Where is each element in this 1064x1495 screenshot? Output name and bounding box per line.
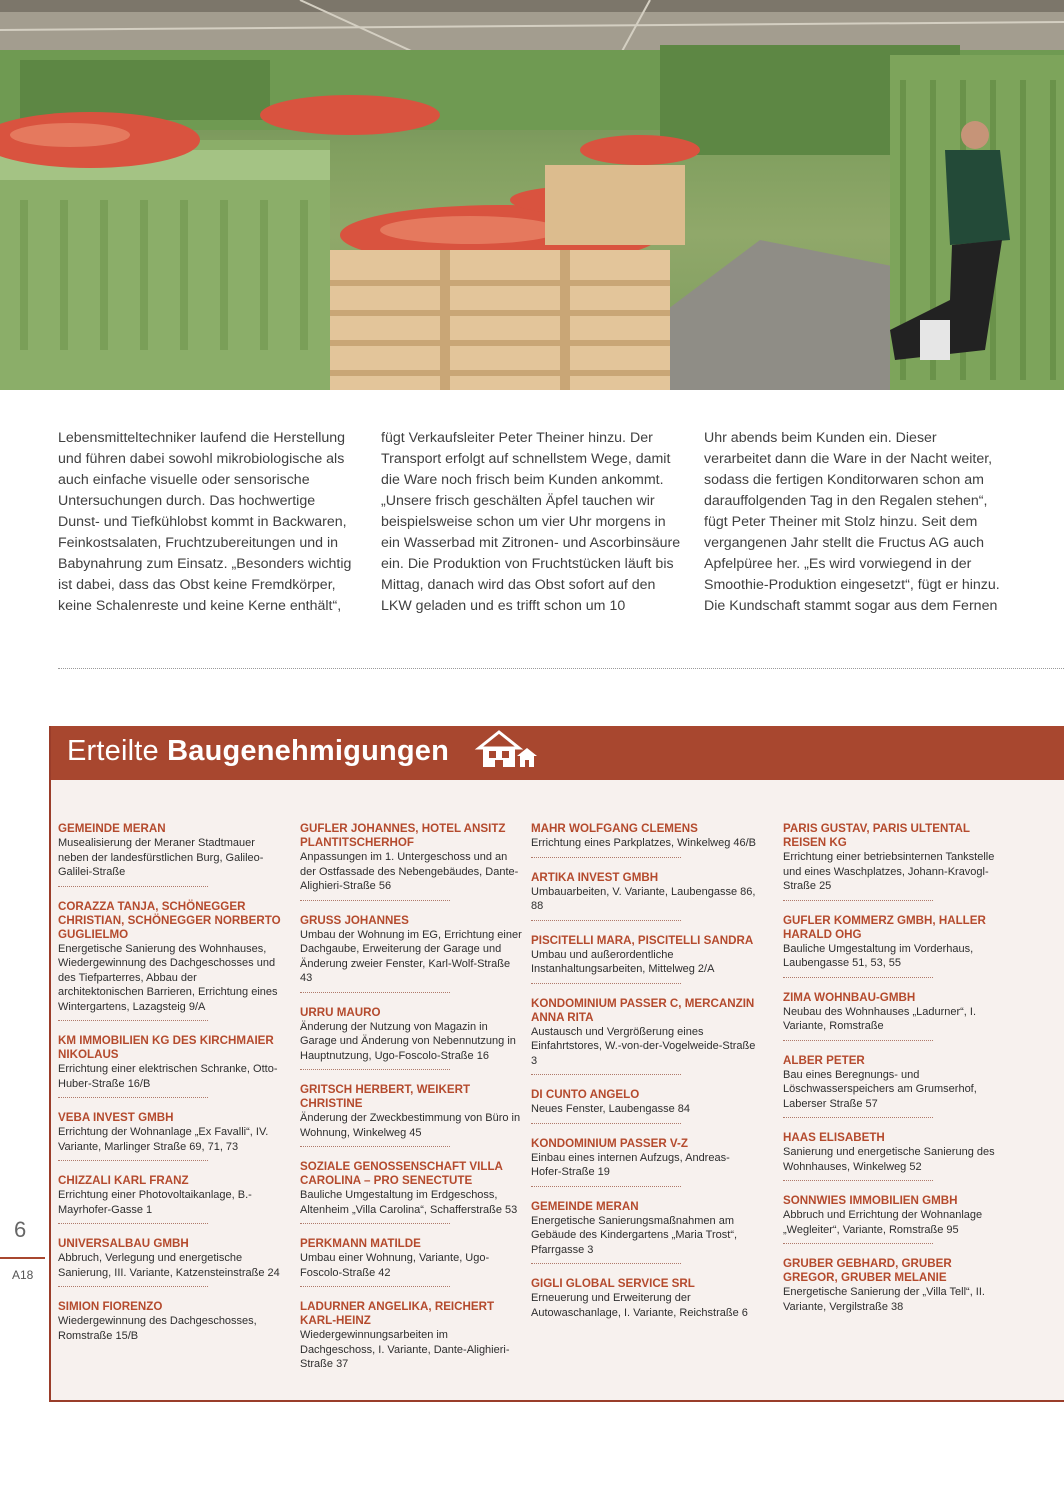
permit-entry — [58, 900, 283, 1022]
permit-entry — [300, 1300, 525, 1372]
permit-entry — [531, 934, 756, 984]
permit-holder: GUFLER KOMMERZ GMBH, HALLER HARALD OHG — [783, 913, 986, 941]
permit-entry — [300, 1006, 525, 1071]
permit-holder: PISCITELLI MARA, PISCITELLI SANDRA — [531, 933, 754, 947]
entry-separator — [531, 857, 681, 858]
permit-holder: PARIS GUSTAV, PARIS ULTENTAL REISEN KG — [783, 822, 970, 849]
entry-separator — [531, 1263, 681, 1264]
permit-entry — [58, 822, 283, 887]
permit-description: Errichtung einer betriebsinternen Tankstelle und eines Waschplatzes, Johann-Kravogl-Straße 25 — [783, 851, 995, 892]
permit-entry — [531, 1200, 756, 1265]
section-divider — [58, 668, 1064, 669]
permit-entry — [783, 914, 1008, 978]
entry-separator — [300, 1069, 450, 1070]
permits-column-3 — [531, 822, 756, 1333]
permit-description: Errichtung der Wohnanlage „Ex Favalli“, IV. Variante, Marlinger Straße 69, 71, 73 — [58, 1126, 269, 1153]
permit-holder: SOZIALE GENOSSENSCHAFT VILLA CAROLINA – PRO SENECTUTE — [300, 1160, 503, 1187]
permits-title — [67, 735, 449, 768]
entry-separator — [531, 1123, 681, 1124]
permit-description: Bauliche Umgestaltung im Erdgeschoss, Altenheim „Villa Carolina“, Schafferstraße 53 — [300, 1189, 518, 1216]
permit-description: Energetische Sanierung des Wohnhauses, Wiedergewinnung des Dachgeschosses und des Tiefparterres, Abbau der architektonischen Barrieren, Errichtung eines Wintergartens, Lazagsteig 9/A — [58, 942, 278, 1013]
permit-description: Anpassungen im 1. Untergeschoss und an der Ostfassade des Nebengebäudes, Dante-Alighieri-Straße 56 — [300, 851, 519, 892]
entry-separator — [783, 1117, 933, 1118]
permit-description: Energetische Sanierungsmaßnahmen am Gebäude des Kindergartens „Maria Trost“, Pfarrgasse 3 — [531, 1214, 738, 1256]
page-number-divider — [0, 1257, 45, 1259]
entry-separator — [783, 1180, 933, 1181]
permit-holder: GUFLER JOHANNES, HOTEL ANSITZ PLANTITSCHERHOF — [300, 822, 506, 849]
permit-holder: DI CUNTO ANGELO — [531, 1088, 640, 1101]
entry-separator — [58, 1286, 208, 1287]
permit-entry — [531, 822, 756, 858]
permit-entry — [58, 1111, 283, 1161]
permit-description: Energetische Sanierung der „Villa Tell“, II. Variante, Vergilstraße 38 — [783, 1286, 985, 1313]
permit-entry — [531, 997, 756, 1076]
article-column-3: Uhr abends beim Kunden ein. Dieser verarbeitet dann die Ware in der Nacht weiter, sodass die fertigen Konditorwaren schon am darauffolgenden Tag in den Regalen stehen“, fügt Peter Theiner mit Stolz hinzu. Seit dem vergangenen Jahr stellt die Fructus AG auch Apfelpüree her. „Es wird vorwiegend in der Smoothie-Produktion eingesetzt“, fügt er hinzu. Die Kundschaft stammt sogar aus dem Fernen — [704, 430, 1000, 614]
entry-separator — [783, 1243, 933, 1244]
permit-entry — [783, 1194, 1008, 1244]
permit-holder: PERKMANN MATILDE — [300, 1237, 421, 1250]
house-icon — [469, 720, 549, 781]
permit-description: Umbau einer Wohnung, Variante, Ugo-Foscolo-Straße 42 — [300, 1252, 490, 1279]
permit-description: Wiedergewinnungsarbeiten im Dachgeschoss, I. Variante, Dante-Alighieri-Straße 37 — [300, 1329, 510, 1370]
permit-description: Umbauarbeiten, V. Variante, Laubengasse 86, 88 — [531, 885, 756, 912]
permit-entry — [58, 1300, 283, 1343]
permit-entry — [531, 871, 756, 921]
entry-separator — [531, 920, 681, 921]
article-column-1: Lebensmitteltechniker laufend die Herstellung und führen dabei sowohl mikrobiologische als auch einfache visuelle oder sensorische Untersuchungen durch. Das hochwertige Dunst- und Tiefkühlobst kommt in Backwaren, Feinkostsalaten, Fruchtzubereitungen und in Babynahrung zum Einsatz. „Besonders wichtig ist dabei, dass das Obst keine Fremdkörper, keine Schalenreste und keine Kerne enthält“, — [58, 430, 352, 614]
permit-entry — [58, 1034, 283, 1098]
article-column-2: fügt Verkaufsleiter Peter Theiner hinzu. Der Transport erfolgt auf schnellstem Wege, damit die Ware noch frisch beim Kunden ankommt. „Unsere frisch geschälten Äpfel tauchen wir beispielsweise schon um vier Uhr morgens in ein Wasserbad mit Zitronen- und Ascorbinsäure ein. Die Produktion von Fruchtstücken läuft bis Mittag, danach wird das Obst sofort auf den LKW geladen und es trifft schon um 10 — [381, 430, 681, 614]
page-number: 6 — [14, 1217, 27, 1242]
permit-description: Wiedergewinnung des Dachgeschosses, Romstraße 15/B — [58, 1315, 257, 1342]
permit-holder: GRITSCH HERBERT, WEIKERT CHRISTINE — [300, 1083, 471, 1110]
permit-description: Errichtung einer elektrischen Schranke, Otto-Huber-Straße 16/B — [58, 1063, 278, 1090]
permit-description: Bau eines Beregnungs- und Löschwasserspeichers am Grumserhof, Laberser Straße 57 — [783, 1068, 977, 1110]
permit-holder: GEMEINDE MERAN — [58, 822, 166, 835]
permit-entry — [58, 1174, 283, 1224]
permit-holder: GRUSS JOHANNES — [300, 913, 409, 927]
permit-holder: VEBA INVEST GMBH — [58, 1111, 174, 1124]
permit-entry — [783, 1257, 1008, 1314]
permit-entry — [783, 991, 1008, 1041]
page-code: A18 — [12, 1268, 34, 1282]
permit-description: Sanierung und energetische Sanierung des Wohnhauses, Winkelweg 52 — [783, 1146, 995, 1173]
permit-holder: ARTIKA INVEST GMBH — [531, 870, 659, 884]
permits-header — [51, 726, 1064, 780]
permit-entry — [783, 1054, 1008, 1119]
permits-column-1 — [58, 822, 283, 1356]
permit-description: Neubau des Wohnhauses „Ladurner“, I. Variante, Romstraße — [783, 1005, 977, 1032]
permit-holder: URRU MAURO — [300, 1005, 381, 1019]
permit-entry — [531, 1137, 756, 1187]
permit-entry — [783, 822, 1008, 901]
permit-entry — [783, 1131, 1008, 1181]
permit-holder: CORAZZA TANJA, SCHÖNEGGER CHRISTIAN, SCHÖNEGGER NORBERTO GUGLIELMO — [58, 899, 281, 941]
entry-separator — [531, 1186, 681, 1187]
entry-separator — [58, 1097, 208, 1098]
entry-separator — [783, 977, 933, 978]
permits-box — [49, 726, 1064, 1402]
permit-description: Bauliche Umgestaltung im Vorderhaus, Laubengasse 51, 53, 55 — [783, 942, 974, 969]
permit-description: Errichtung einer Photovoltaikanlage, B.-Mayrhofer-Gasse 1 — [58, 1189, 252, 1216]
permit-entry — [300, 1083, 525, 1147]
permit-holder: MAHR WOLFGANG CLEMENS — [531, 822, 698, 835]
warehouse-photo — [0, 0, 1064, 390]
permit-holder: SONNWIES IMMOBILIEN GMBH — [783, 1194, 958, 1207]
entry-separator — [300, 1146, 450, 1147]
permit-holder: KM IMMOBILIEN KG DES KIRCHMAIER NIKOLAUS — [58, 1034, 274, 1061]
permit-holder: ZIMA WOHNBAU-GMBH — [783, 990, 916, 1004]
permit-holder: GRUBER GEBHARD, GRUBER GREGOR, GRUBER MELANIE — [783, 1257, 952, 1284]
permit-description: Abbruch, Verlegung und energetische Sanierung, III. Variante, Katzensteinstraße 24 — [58, 1252, 280, 1279]
permit-holder: GEMEINDE MERAN — [531, 1199, 639, 1213]
permit-holder: ALBER PETER — [783, 1053, 865, 1067]
permit-holder: UNIVERSALBAU GMBH — [58, 1237, 189, 1250]
permit-holder: HAAS ELISABETH — [783, 1131, 885, 1144]
entry-separator — [58, 886, 208, 887]
permit-description: Neues Fenster, Laubengasse 84 — [531, 1103, 691, 1115]
permit-entry — [300, 822, 525, 901]
permit-entry — [58, 1237, 283, 1287]
entry-separator — [58, 1223, 208, 1224]
permit-description: Austausch und Vergrößerung eines Einfahrtstores, W.-von-der-Vogelweide-Straße 3 — [531, 1025, 756, 1067]
permits-title-bold: Baugenehmigungen — [167, 735, 450, 767]
permit-entry — [300, 914, 525, 993]
permit-description: Abbruch und Errichtung der Wohnanlage „Wegleiter“, Variante, Romstraße 95 — [783, 1209, 983, 1236]
permit-holder: KONDOMINIUM PASSER C, MERCANZIN ANNA RITA — [531, 996, 755, 1024]
permit-description: Musealisierung der Meraner Stadtmauer neben der landesfürstlichen Burg, Galileo-Galilei-Straße — [58, 837, 264, 878]
entry-separator — [300, 1223, 450, 1224]
permit-description: Einbau eines internen Aufzugs, Andreas-Hofer-Straße 19 — [531, 1151, 730, 1178]
entry-separator — [58, 1020, 208, 1021]
permit-holder: KONDOMINIUM PASSER V-Z — [531, 1136, 688, 1150]
permit-holder: CHIZZALI KARL FRANZ — [58, 1174, 189, 1187]
permit-holder: SIMION FIORENZO — [58, 1300, 163, 1313]
entry-separator — [300, 1286, 450, 1287]
permits-column-2 — [300, 822, 525, 1385]
permit-description: Umbau und außerordentliche Instanhaltungsarbeiten, Mittelweg 2/A — [531, 948, 715, 975]
permit-entry — [531, 1277, 756, 1320]
entry-separator — [531, 1074, 681, 1075]
permits-column-4 — [783, 822, 1008, 1327]
entry-separator — [783, 900, 933, 901]
permit-entry — [531, 1088, 756, 1124]
permit-description: Umbau der Wohnung im EG, Errichtung einer Dachgaube, Erweiterung der Garage und Änderung zweier Fenster, Karl-Wolf-Straße 43 — [300, 928, 522, 984]
permit-description: Änderung der Zweckbestimmung von Büro in Wohnung, Winkelweg 45 — [300, 1112, 521, 1139]
entry-separator — [300, 900, 450, 901]
entry-separator — [783, 1040, 933, 1041]
entry-separator — [58, 1160, 208, 1161]
permit-holder: LADURNER ANGELIKA, REICHERT KARL-HEINZ — [300, 1300, 495, 1327]
permit-holder: GIGLI GLOBAL SERVICE SRL — [531, 1277, 695, 1290]
permits-title-light: Erteilte — [67, 735, 159, 767]
permit-entry — [300, 1237, 525, 1287]
permit-description: Erneuerung und Erweiterung der Autowaschanlage, I. Variante, Reichstraße 6 — [531, 1292, 748, 1319]
entry-separator — [300, 992, 450, 993]
permit-entry — [300, 1160, 525, 1224]
article-body — [58, 428, 1058, 628]
entry-separator — [531, 983, 681, 984]
permit-description: Errichtung eines Parkplatzes, Winkelweg 46/B — [531, 837, 756, 849]
permit-description: Änderung der Nutzung von Magazin in Garage und Änderung von Nebennutzung in Hauptnutzung, Ugo-Foscolo-Straße 16 — [300, 1020, 516, 1062]
